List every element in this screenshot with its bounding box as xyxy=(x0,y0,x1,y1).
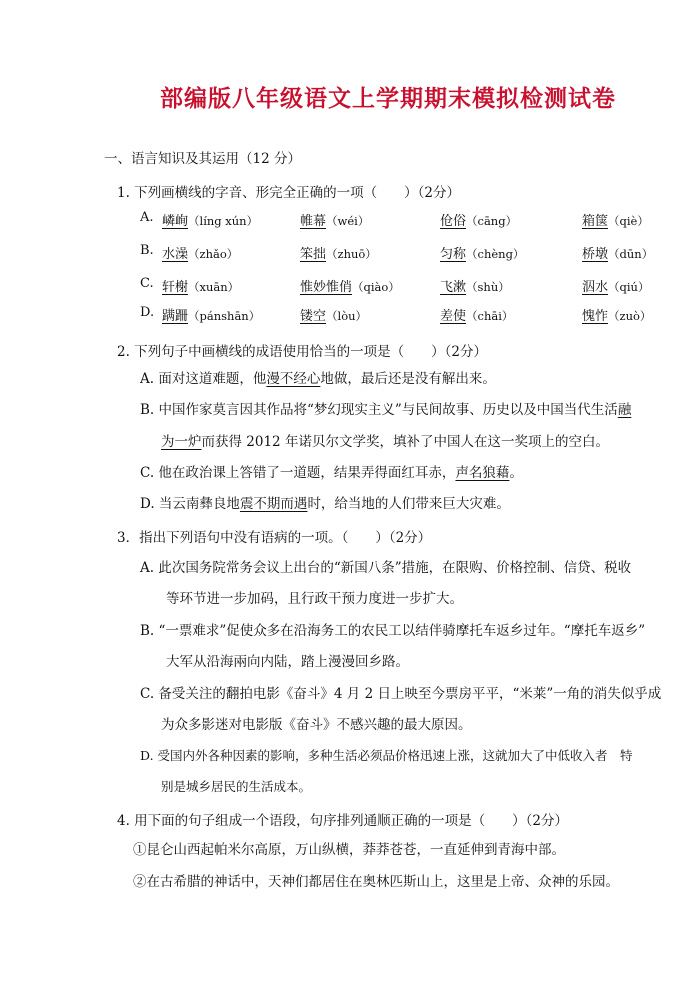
underlined-word: 笨拙 xyxy=(300,247,327,262)
page-title: 部编版八年级语文上学期期末模拟检测试卷 xyxy=(160,85,616,112)
underlined-word: 匀称 xyxy=(440,247,467,262)
q1-option-item xyxy=(300,276,400,295)
q2-option-c: C. 他在政治课上答错了一道题，结果弄得面红耳赤，声名狼藉。 xyxy=(140,465,523,481)
q1-option-item xyxy=(440,276,510,295)
pinyin: （qiào） xyxy=(352,280,400,294)
q1-option-item xyxy=(582,243,653,262)
q3-option-a-line1: A. 此次国务院常务会议上出台的“新国八条”措施，在限购、价格控制、信贷、税收 xyxy=(140,560,632,576)
pinyin: （qiè） xyxy=(608,214,649,228)
q1-option-label: D. xyxy=(140,305,155,320)
q1-option-label: A. xyxy=(140,210,154,225)
underlined-word: 惟妙惟俏 xyxy=(300,280,353,295)
pinyin: （chāi） xyxy=(466,309,514,323)
q1-option-item xyxy=(162,276,239,295)
underlined-word: 嶙峋 xyxy=(162,214,189,229)
q2-option-b-line1: B. 中国作家莫言因其作品将“梦幻现实主义”与民间故事、历史以及中国当代生活融 xyxy=(140,402,632,418)
q3-option-b-line1: B. “一票难求”促使众多在沿海务工的农民工以结伴骑摩托车返乡过年。“摩托车返乡” xyxy=(140,623,646,639)
underlined-word: 蹒跚 xyxy=(162,309,189,324)
underlined-word: 镂空 xyxy=(300,309,327,324)
q1-option-item xyxy=(440,210,517,229)
pinyin: （zhuō） xyxy=(326,247,377,261)
underlined-word: 飞漱 xyxy=(440,280,467,295)
section-heading: 一、语言知识及其运用（12 分） xyxy=(104,151,301,167)
pinyin: （lòu） xyxy=(326,309,368,323)
question-1-stem: 1. 下列画横线的字音、形完全正确的一项（ ）（2分） xyxy=(117,185,461,201)
q4-sentence-2: ②在古希腊的神话中，天神们都居住在奥林匹斯山上，这里是上帝、众神的乐园。 xyxy=(133,874,619,890)
q1-option-item xyxy=(582,276,649,295)
underlined-word: 愧怍 xyxy=(582,309,609,324)
pinyin: （zuò） xyxy=(608,309,652,323)
pinyin: （wéi） xyxy=(326,214,370,228)
underlined-word: 水澡 xyxy=(162,247,189,262)
q1-option-label: B. xyxy=(140,243,154,258)
q3-option-c-line2: 为众多影迷对电影版《奋斗》不感兴趣的最大原因。 xyxy=(161,717,472,733)
q1-option-item xyxy=(300,305,367,324)
q1-option-item xyxy=(582,305,651,324)
q3-option-b-line2: 大军从沿海兩向内陆，踏上漫漫回乡路。 xyxy=(166,654,409,670)
pinyin: （xuān） xyxy=(188,280,240,294)
q3-option-d-line2: 别是城乡居民的生活成本。 xyxy=(161,779,312,794)
question-3-stem: 3．指出下列语句中没有语病的一项。（ ）（2分） xyxy=(117,530,432,546)
q3-option-c-line1: C. 备受关注的翻拍电影《奋斗》4 月 2 日上映至今票房平平，“米莱”一角的消失似乎成 xyxy=(140,686,662,702)
underlined-word: 桥墩 xyxy=(582,247,609,262)
q2-option-a: A. 面对这道难题，他漫不经心地做，最后还是没有解出来。 xyxy=(140,371,496,387)
q3-option-d-line1: D. 受国内外各种因素的影响，多种生活必须品价格迅速上涨，这就加大了中低收入者 特 xyxy=(140,748,633,763)
q1-option-label: C. xyxy=(140,276,154,291)
q1-option-item xyxy=(440,243,524,262)
pinyin: （chèng） xyxy=(466,247,525,261)
q2-option-b-line2: 为一炉而获得 2012 年诺贝尔文学奖，填补了中国人在这一奖项上的空白。 xyxy=(161,434,609,450)
pinyin: （dūn） xyxy=(608,247,654,261)
underlined-word: 差使 xyxy=(440,309,467,324)
q1-option-item xyxy=(162,243,238,262)
question-4-stem: 4. 用下面的句子组成一个语段，句序排列通顺正确的一项是（ ）（2分） xyxy=(117,813,569,829)
underlined-word: 伧俗 xyxy=(440,214,467,229)
pinyin: （pánshān） xyxy=(188,309,261,323)
pinyin: （shù） xyxy=(466,280,510,294)
q1-option-item xyxy=(582,210,649,229)
pinyin: （zhǎo） xyxy=(188,247,239,261)
underlined-word: 箱箧 xyxy=(582,214,609,229)
question-2-stem: 2. 下列句子中画横线的成语使用恰当的一项是（ ）（2分） xyxy=(117,344,488,360)
q4-sentence-1: ①昆仑山西起帕米尔高原，万山纵横，莽莽苍苍，一直延伸到青海中部。 xyxy=(133,842,565,858)
q2-option-d: D. 当云南彝良地震不期而遇时，给当地的人们带来巨大灾难。 xyxy=(140,496,510,512)
q3-option-a-line2: 等环节进一步加码，且行政干预力度进一步扩大。 xyxy=(166,591,463,607)
q1-option-item xyxy=(300,243,377,262)
pinyin: （qiú） xyxy=(608,280,650,294)
q1-option-item xyxy=(162,305,260,324)
q1-option-item xyxy=(162,210,258,229)
q1-option-item xyxy=(440,305,513,324)
q1-option-item xyxy=(300,210,369,229)
pinyin: （líng xún） xyxy=(188,214,259,228)
underlined-word: 泅水 xyxy=(582,280,609,295)
underlined-word: 轩榭 xyxy=(162,280,189,295)
underlined-word: 帷幕 xyxy=(300,214,327,229)
pinyin: （cāng） xyxy=(466,214,518,228)
